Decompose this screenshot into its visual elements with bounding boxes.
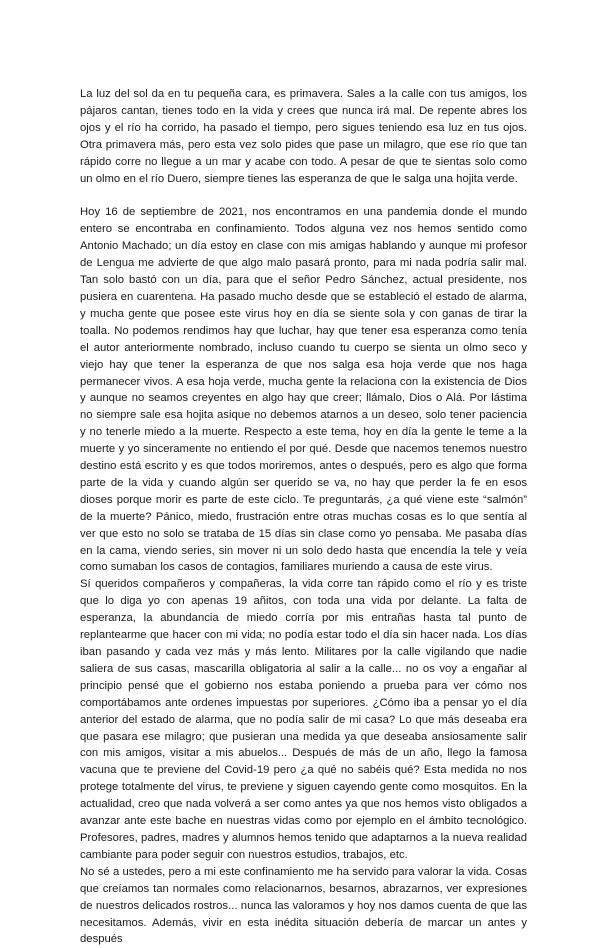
paragraph-4: No sé a ustedes, pero a mi este confinamiento me ha servido para valorar la vida. Cosas que creíamos tan normales como relacionarnos, besarnos, abrazarnos, ver expresiones de nuestros delicados rostros... nunca las valoramos y hoy nos damos cuenta de que las necesitamos. Además, vivir en esta inédita situación debería de marcar un antes y después <box>80 865 527 946</box>
paragraph-3: Sí queridos compañeros y compañeras, la vida corre tan rápido como el río y es triste que lo diga yo con apenas 19 añitos, con toda una vida por delante. La falta de esperanza, la abundancia de miedo corría por mis entrañas hasta tal punto de replantearme que hacer con mi vida; no podía estar todo el día sin hacer nada. Los días iban pasando y cada vez más y más lento. Militares por la calle vigilando que nadie saliera de sus casas, mascarilla obligatoria al salir a la calle... no os voy a engañar al principio pensé que el gobierno nos estaba poniendo a prueba para ver cómo nos comportábamos ante ordenes impuestas por superiores. ¿Cómo iba a pensar yo el día anterior del estado de alarma, que no podía salir de mi casa? Lo que más deseaba era que pasara ese milagro; que pusieran una medida ya que deseaba ansiosamente salir con mis amigos, visitar a mis abuelos... Después de más de un año, llego la famosa vacuna que te previene del Covid-19 pero ¿a qué no sabéis qué? Esta medida no nos protege totalmente del virus, te previene y siguen cayendo gente como mosquitos. En la actualidad, creo que nada volverá a ser como antes ya que nos hemos visto obligados a avanzar ante este bache en nuestras vidas como por ejemplo en el ámbito tecnológico. Profesores, padres, madres y alumnos hemos tenido que adaptarnos a la nueva realidad cambiante para poder seguir con nuestros estudios, trabajos, etc. <box>80 578 527 861</box>
paragraph-2: Hoy 16 de septiembre de 2021, nos encontramos en una pandemia donde el mundo entero se encontraba en confinamiento. Todos alguna vez nos hemos sentido como Antonio Machado; un día estoy en clase con mis amigas hablando y aunque mi profesor de Lengua me advierte de que algo malo pasará pronto, para mi nada podría salir mal. Tan solo bastó con un día, para que el señor Pedro Sánchez, actual presidente, nos pusiera en cuarentena. Ha pasado mucho desde que se estableció el estado de alarma, y mucha gente que posee este virus hoy en día se siente sola y con ganas de tirar la toalla. No podemos rendimos hay que luchar, hay que tener esa esperanza como tenía el autor anteriormente nombrado, incluso cuando tu cuerpo se sienta un olmo seco y viejo hay que tener la esperanza de que nos salga esa hoja verde que nos haga permanecer vivos. A esa hoja verde, mucha gente la relaciona con la existencia de Dios y aunque no seamos creyentes en algo hay que creer; llámalo, Dios o Alá. Por lástima no siempre sale esa hojita asique no debemos atarnos a un deseo, solo tener paciencia y no tenerle miedo a la muerte. Respecto a este tema, hoy en día la gente le teme a la muerte y yo sinceramente no entiendo el por qué. Desde que nacemos tenemos nuestro destino está escrito y es que todos moriremos, antes o después, pero es algo que forma parte de la vida y cuando algún ser querido se va, no hay que perder la fe en esos dioses porque morir es parte de este ciclo. Te preguntarás, ¿a qué viene este “salmón” de la muerte? Pánico, miedo, frustración entre otras muchas cosas es lo que sentía al ver que esto no solo se trataba de 15 días sin clase como yo pensaba. Me pasaba días en la cama, viendo series, sin mover ni un solo dedo hasta que encendía la tele y veía como sumaban los casos de contagios, familiares muriendo a causa de este virus. <box>80 206 527 574</box>
paragraph-1: La luz del sol da en tu pequeña cara, es primavera. Sales a la calle con tus amigos, los pájaros cantan, tienes todo en la vida y crees que nunca irá mal. De repente abres los ojos y el río ha corrido, ha pasado el tiempo, pero sigues teniendo esa luz en tus ojos. Otra primavera más, pero esta vez solo pides que pase un milagro, que ese río que tan rápido corre no llegue a un mar y acabe con todo. A pesar de que te sientas solo como un olmo en el río Duero, siempre tienes las esperanza de que le salga una hojita verde. <box>80 88 527 185</box>
document-body <box>80 86 527 948</box>
